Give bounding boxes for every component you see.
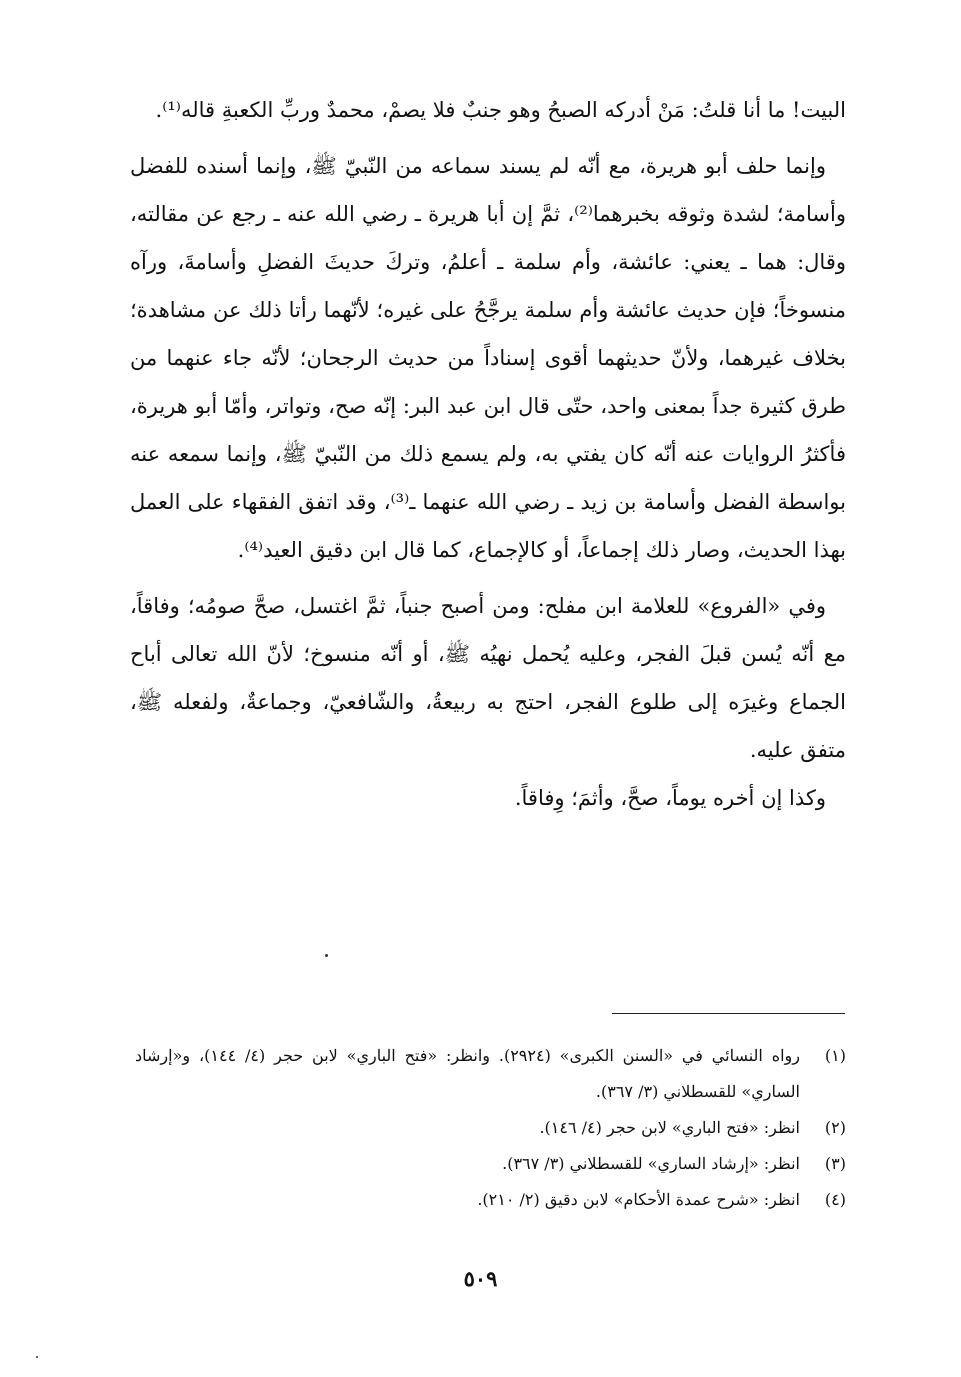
paragraph: وفي «الفروع» للعلامة ابن مفلح: ومن أصبح جنباً، ثمَّ اغتسل، صحَّ صومُه؛ وفاقاً، مع أنّه يُسن قبلَ الفجر، وعليه يُحمل نهيُه ﷺ، أو أنّه منسوخ؛ لأنّ الله تعالى أباح الجماع وغيرَه إلى طلوع الفجر، احتج به ربيعةُ، والشّافعيّ، وجماعةٌ، ولفعله ﷺ، متفق عليه.: [130, 594, 846, 762]
footnote-text: انظر: «إرشاد الساري» للقسطلاني (٣/ ٣٦٧).: [502, 1154, 800, 1173]
footnote-item: [135, 1110, 846, 1146]
scan-speck: [36, 1356, 38, 1358]
footnote-text: رواه النسائي في «السنن الكبرى» (٢٩٢٤). وانظر: «فتح الباري» لابن حجر (٤/ ١٤٤)، و«إرشاد الساري» للقسطلاني (٣/ ٣٦٧).: [135, 1046, 801, 1101]
footnote-item: [135, 1146, 846, 1182]
paragraph: وكذا إن أخره يوماً، صحَّ، وأثمَ؛ وِفاقاً.: [514, 786, 826, 810]
footnote-divider: [612, 1013, 845, 1014]
page-number: ٥٠٩: [463, 1266, 498, 1291]
scan-speck: [325, 954, 328, 957]
footnote-item: [135, 1182, 846, 1218]
footnote-number: (٣): [824, 1154, 846, 1173]
main-text: [130, 86, 846, 822]
footnote-item: [135, 1038, 846, 1110]
footnote-text: انظر: «شرح عمدة الأحكام» لابن دقيق (٢/ ٢١٠).: [477, 1190, 800, 1209]
footnote-text: انظر: «فتح الباري» لابن حجر (٤/ ١٤٦).: [539, 1118, 800, 1137]
footnote-number: (٤): [824, 1190, 846, 1209]
paragraph: وإنما حلف أبو هريرة، مع أنّه لم يسند سماعه من النّبيّ ﷺ، وإنما أسنده للفضل وأسامة؛ لشدة وثوقه بخبرهما⁽²⁾، ثمَّ إن أبا هريرة ـ رضي الله عنه ـ رجع عن مقالته، وقال: هما ـ يعني: عائشة، وأم سلمة ـ أعلمُ، وتركَ حديثَ الفضلِ وأسامةَ، ورآه منسوخاً؛ فإن حديث عائشة وأم سلمة يرجَّحُ على غيره؛ لأنّهما رأتا ذلك عن مشاهدة؛ بخلاف غيرهما، ولأنّ حديثهما أقوى إسناداً من حديث الرجحان؛ لأنّه جاء عنهما من طرق كثيرة جداً بمعنى واحد، حتّى قال ابن عبد البر: إنّه صح، وتواتر، وأمّا أبو هريرة، فأكثرُ الروايات عنه أنّه كان يفتي به، ولم يسمع ذلك من النّبيّ ﷺ، وإنما سمعه عنه بواسطة الفضل وأسامة بن زيد ـ رضي الله عنهما ـ⁽³⁾، وقد اتفق الفقهاء على العمل بهذا الحديث، وصار ذلك إجماعاً، أو كالإجماع، كما قال ابن دقيق العيد⁽⁴⁾.: [130, 154, 847, 562]
footnote-number: (١): [824, 1046, 846, 1065]
footnote-number: (٢): [824, 1118, 846, 1137]
paragraph: البيت! ما أنا قلتُ: مَنْ أدركه الصبحُ وهو جنبٌ فلا يصمْ، محمدٌ وربِّ الكعبةِ قاله⁽¹⁾.: [155, 98, 846, 122]
footnotes: [135, 1038, 846, 1218]
